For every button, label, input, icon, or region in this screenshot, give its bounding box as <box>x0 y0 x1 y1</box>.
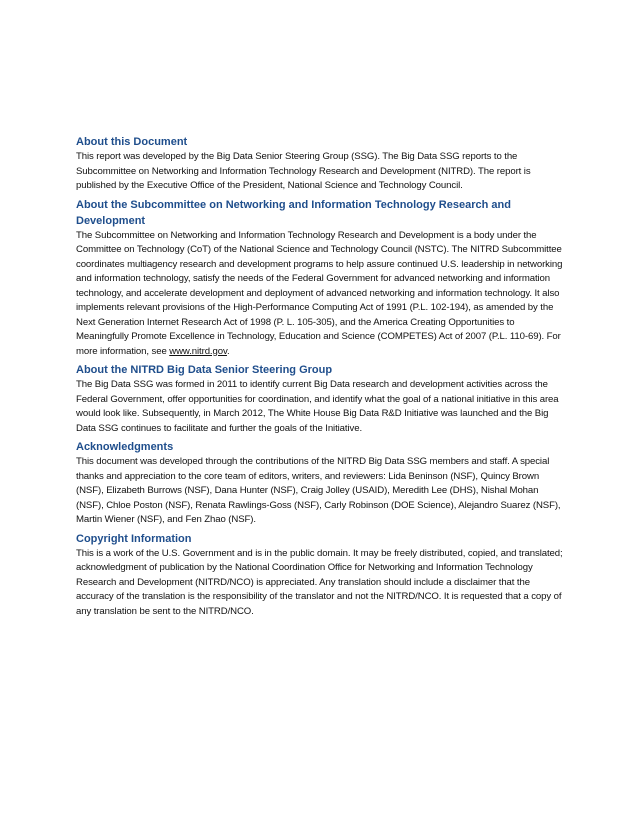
section-about-subcommittee <box>76 197 566 360</box>
section-heading: Copyright Information <box>76 532 192 545</box>
section-body <box>76 229 566 360</box>
section-heading: Acknowledgments <box>76 441 174 453</box>
section-about-ssg <box>76 362 566 436</box>
section-body-text-end: . <box>226 345 230 357</box>
section-acknowledgments <box>76 439 566 528</box>
section-heading: About the Subcommittee on Networking and Information Technology Research and Development <box>76 198 511 227</box>
nitrd-website-link[interactable]: www.nitrd.gov <box>169 345 227 357</box>
section-about-document <box>76 134 566 194</box>
section-body: This document was developed through the contributions of the NITRD Big Data SSG members and staff. A special thanks and appreciation to the core team of editors, writers, and reviewers: Lida Beninson (NSF), Quincy Brown (NSF), Elizabeth Burrows (NSF), Dana Hunter (NSF), Craig Jolley (USAID), Meredith Lee (DHS), Nishal Mohan (NSF), Chloe Poston (NSF), Renata Rawlings-Goss (NSF), Carly Robinson (DOE Science), Alejandro Suarez (NSF), Martin Wiener (NSF), and Fen Zhao (NSF). <box>76 456 561 525</box>
section-copyright <box>76 531 566 620</box>
section-body-text: The Subcommittee on Networking and Information Technology Research and Development is a body under the Committee on Technology (CoT) of the National Science and Technology Council (NSTC). The NITRD Subcommittee coordinates multiagency research and development programs to help assure continued U.S. leadership in networking and information technology, satisfy the needs of the Federal Government for advanced networking and information technology, and accelerate development and deployment of advanced networking and information technology. It also implements relevant provisions of the High-Performance Computing Act of 1991 (P.L. 102-194), as amended by the Next Generation Internet Research Act of 1998 (P. L. 105-305), and the America Creating Opportunities to Meaningfully Promote Excellence in Technology, Education and Science (COMPETES) Act of 2007 (P.L. 110-69). For more information, see <box>76 229 563 357</box>
section-body: The Big Data SSG was formed in 2011 to identify current Big Data research and development activities across the Federal Government, offer opportunities for coordination, and identify what the goal of a national initiative in this area would look like. Subsequently, in March 2012, The White House Big Data R&D Initiative was launched and the Big Data SSG continues to facilitate and further the goals of the Initiative. <box>76 379 559 434</box>
document-page <box>76 134 566 622</box>
section-heading: About the NITRD Big Data Senior Steering Group <box>76 364 333 376</box>
section-heading: About this Document <box>76 136 188 148</box>
section-body: This report was developed by the Big Data Senior Steering Group (SSG). The Big Data SSG reports to the Subcommittee on Networking and Information Technology Research and Development (NITRD). The report is published by the Executive Office of the President, National Science and Technology Council. <box>76 151 531 191</box>
section-body: This is a work of the U.S. Government and is in the public domain. It may be freely distributed, copied, and translated; acknowledgment of publication by the National Coordination Office for Networking and Information Technology Research and Development (NITRD/NCO) is appreciated. Any translation should include a disclaimer that the accuracy of the translation is the responsibility of the translator and not the NITRD/NCO. It is requested that a copy of any translation be sent to the NITRD/NCO. <box>76 547 563 617</box>
